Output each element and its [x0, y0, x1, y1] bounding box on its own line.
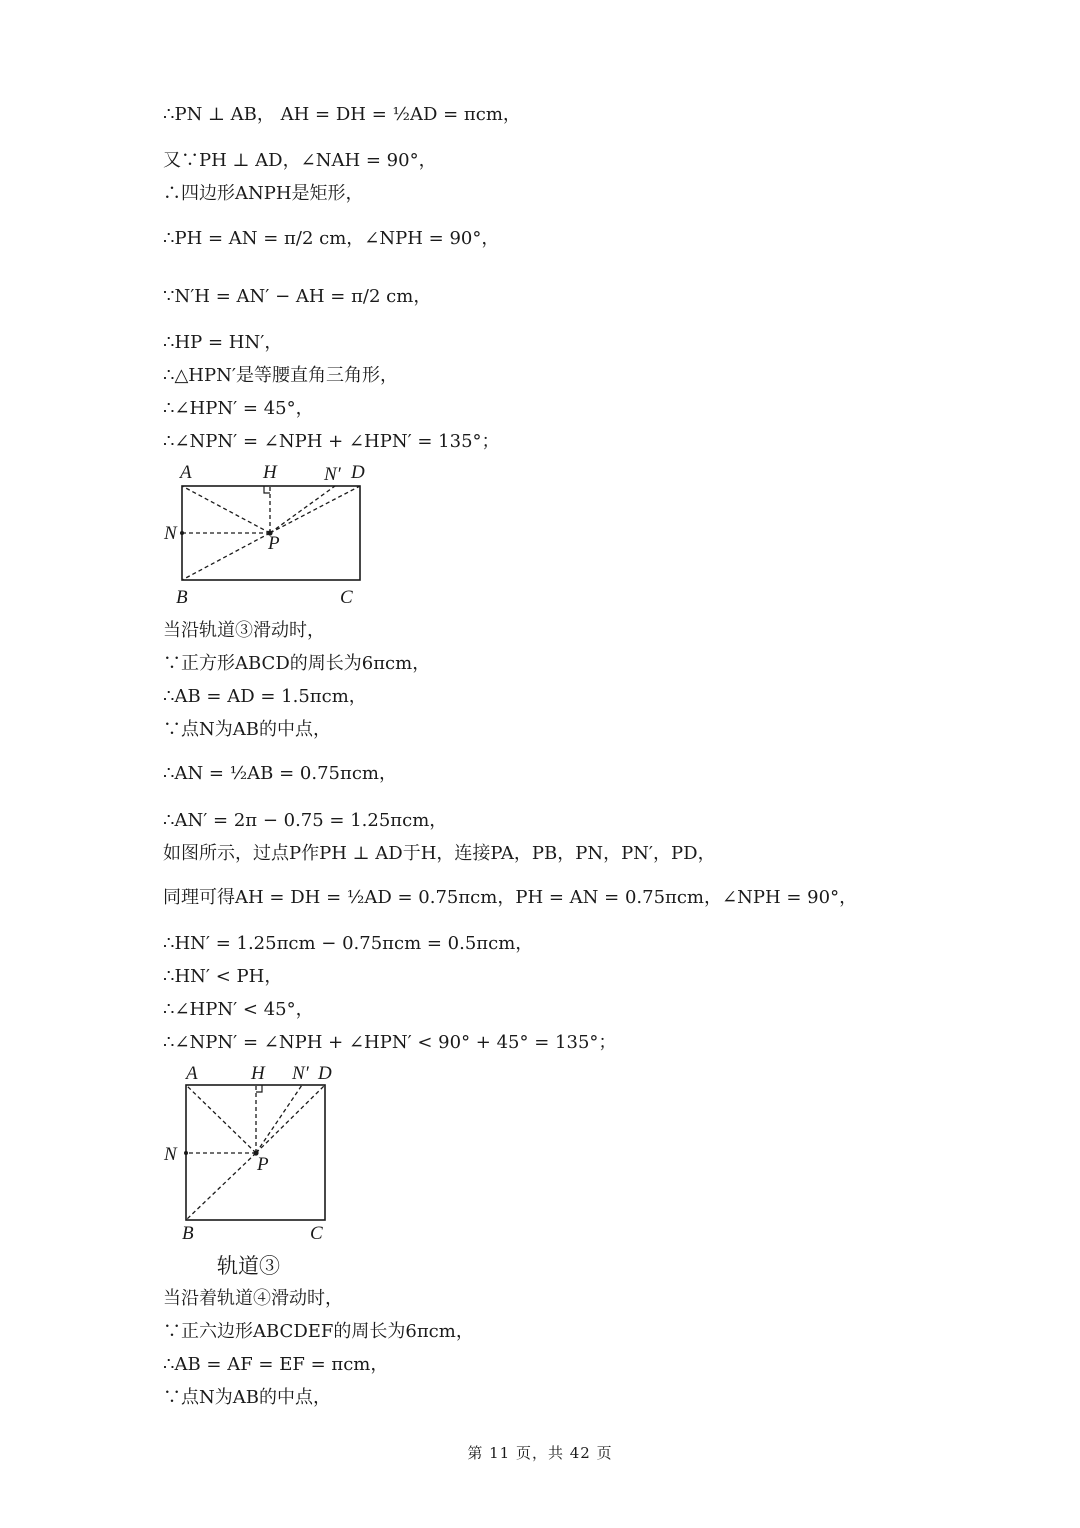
- text-line: ∴AB = AF = EF = πcm，: [163, 1354, 389, 1375]
- segment-PB: [186, 1153, 256, 1220]
- text-line: 当沿着轨道④滑动时，: [163, 1288, 343, 1309]
- label-C: C: [310, 1223, 323, 1244]
- text-line: 如图所示，过点P作PH ⊥ AD于H，连接PA，PB，PN，PN′，PD，: [163, 843, 716, 864]
- text-line: ∵点N为AB的中点，: [163, 1387, 331, 1408]
- text-line: ∴PH = AN = π/2 cm，∠NPH = 90°，: [163, 228, 500, 249]
- text-line: ∵正方形ABCD的周长为6πcm，: [163, 653, 431, 674]
- segment-PN2: [256, 1085, 302, 1153]
- text-line: ∴AN′ = 2π − 0.75 = 1.25πcm，: [163, 810, 448, 831]
- text-line: ∵正六边形ABCDEF的周长为6πcm，: [163, 1321, 474, 1342]
- segment-PD: [256, 1085, 325, 1153]
- label-D: D: [351, 462, 365, 483]
- text-line: ∴∠HPN′ = 45°，: [163, 398, 314, 419]
- label-N-prime: N′: [324, 464, 341, 485]
- label-N-prime: N′: [292, 1063, 309, 1084]
- label-P: P: [257, 1154, 269, 1175]
- text-line: ∴∠NPN′ = ∠NPH + ∠HPN′ < 90° + 45° = 135°；: [163, 1032, 617, 1053]
- text-line: 又∵PH ⊥ AD，∠NAH = 90°，: [163, 150, 437, 171]
- text-line: ∴△HPN′是等腰直角三角形，: [163, 365, 398, 386]
- text-line: ∵N′H = AN′ − AH = π/2 cm，: [163, 286, 432, 307]
- label-C: C: [340, 587, 353, 608]
- page-footer: 第 11 页，共 42 页: [467, 1444, 613, 1462]
- label-A: A: [180, 462, 192, 483]
- label-H: H: [251, 1063, 265, 1084]
- text-line: ∴AN = ½AB = 0.75πcm，: [163, 763, 397, 784]
- text-line: ∴∠HPN′ < 45°，: [163, 999, 314, 1020]
- text-line: 同理可得AH = DH = ½AD = 0.75πcm，PH = AN = 0.75πcm，∠NPH = 90°，: [163, 887, 858, 908]
- segment-PA: [186, 1085, 256, 1153]
- label-P: P: [268, 533, 280, 554]
- label-H: H: [263, 462, 277, 483]
- label-D: D: [318, 1063, 332, 1084]
- label-B: B: [176, 587, 188, 608]
- figure-caption: 轨道③: [217, 1254, 280, 1278]
- text-line: ∴HN′ < PH，: [163, 966, 283, 987]
- text-line: ∴HP = HN′，: [163, 332, 283, 353]
- label-B: B: [182, 1223, 194, 1244]
- label-N: N: [164, 523, 177, 544]
- text-line: ∴∠NPN′ = ∠NPH + ∠HPN′ = 135°；: [163, 431, 500, 452]
- text-line: ∴四边形ANPH是矩形，: [163, 183, 364, 204]
- text-line: ∴AB = AD = 1.5πcm，: [163, 686, 367, 707]
- label-N: N: [164, 1144, 177, 1165]
- label-A: A: [186, 1063, 198, 1084]
- point-N: [184, 1151, 188, 1155]
- text-line: ∴PN ⊥ AB， AH = DH = ½AD = πcm，: [163, 104, 521, 125]
- text-line: ∵点N为AB的中点，: [163, 719, 331, 740]
- text-line: 当沿轨道③滑动时，: [163, 620, 325, 641]
- text-line: ∴HN′ = 1.25πcm − 0.75πcm = 0.5πcm，: [163, 933, 534, 954]
- right-angle-mark: [256, 1085, 262, 1092]
